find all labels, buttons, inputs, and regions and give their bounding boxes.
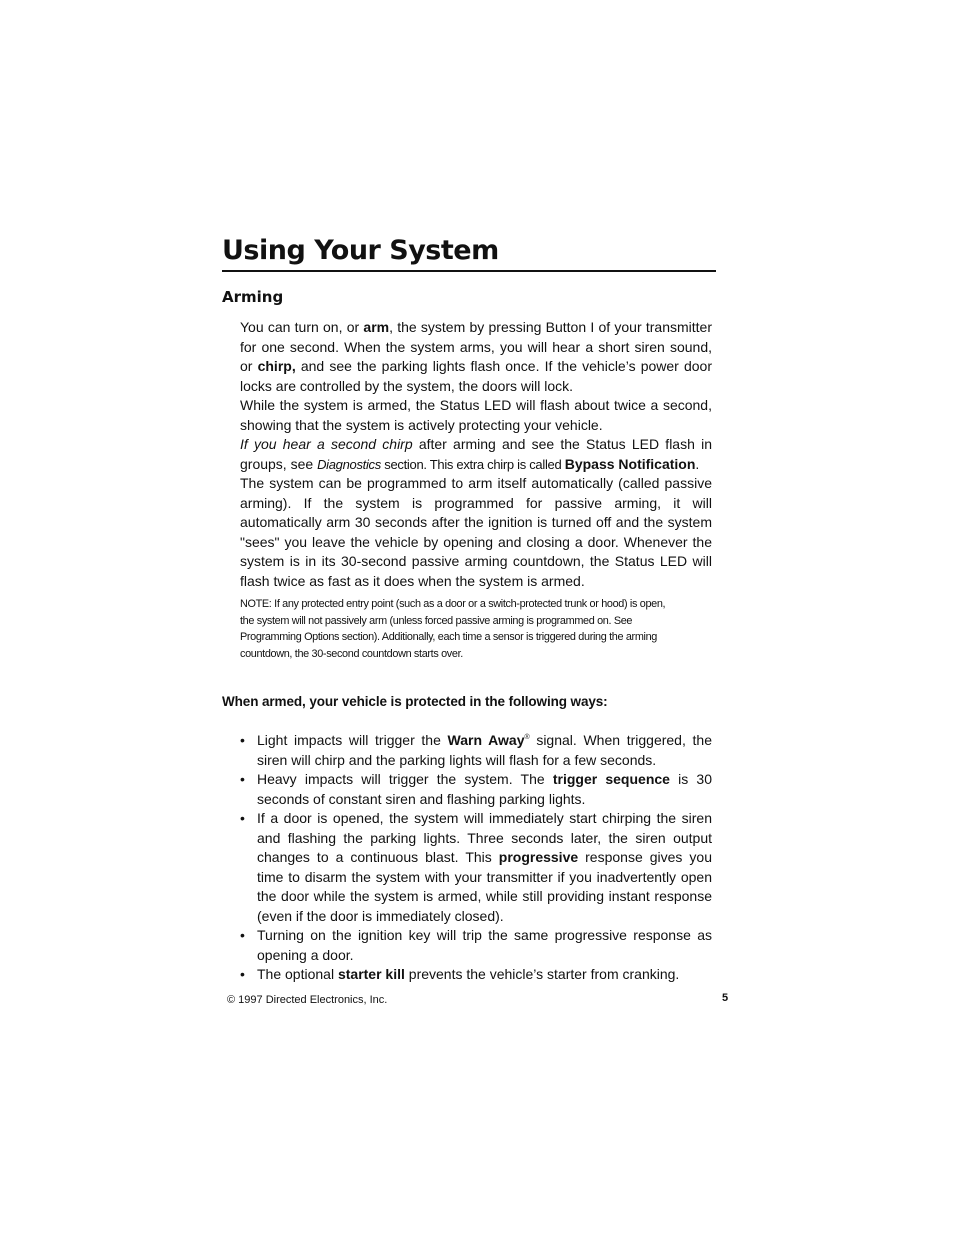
section-heading-arming: Arming xyxy=(222,288,284,306)
list-item xyxy=(240,965,712,985)
term-trigger-sequence: trigger sequence xyxy=(552,771,670,787)
term-chirp: chirp, xyxy=(257,358,296,374)
list-item xyxy=(240,731,712,770)
note-line: the system will not passively arm (unless forced passive arming is programmed on. See xyxy=(240,614,633,627)
arming-paragraph-1 xyxy=(240,318,712,396)
text-run: , the system by pressing Button I of your transmitter for one second. When the system arms, you will hear a short siren sound, or xyxy=(240,319,712,374)
term-starter-kill: starter kill xyxy=(337,966,405,982)
list-item xyxy=(240,770,712,809)
text-run: prevents the vehicle’s starter from cranking. xyxy=(404,966,680,982)
bullet-icon: • xyxy=(240,810,245,826)
page-number: 5 xyxy=(722,992,729,1004)
term-bypass-notification: Bypass Notification xyxy=(564,455,696,472)
text-run: and see the parking lights flash once. If the vehicle’s power door locks are controlled by the system, the doors will lock. xyxy=(240,358,712,394)
arming-paragraph-4: The system can be programmed to arm itself automatically (called passive arming). If the system is programmed for passive arming, it will automatically arm 30 seconds after the ignition is turned off and the system "sees" you leave the vehicle by opening and closing a door. Whenever the system is in its 30-second passive arming countdown, the Status LED will flash twice as fast as it does when the system is armed. xyxy=(240,475,712,589)
text-run: response gives you time to disarm the system with your transmitter if you inadvertently open the door while the system is armed, while still providing instant response (even if the door is immediately closed). xyxy=(257,849,712,924)
text-run: The optional xyxy=(257,966,338,982)
arming-paragraph-2: While the system is armed, the Status LED will flash about twice a second, showing that the system is actively protecting your vehicle. xyxy=(240,397,712,433)
note-block xyxy=(240,596,698,662)
condensed-run xyxy=(317,457,565,472)
text-run: signal. When triggered, the siren will chirp and the parking lights will flash for a few seconds. xyxy=(257,732,712,768)
protection-list xyxy=(240,731,712,985)
arming-paragraph-3 xyxy=(240,435,712,474)
bullet-icon: • xyxy=(240,966,245,982)
footer-copyright: © 1997 Directed Electronics, Inc. xyxy=(227,994,388,1006)
italic-second-chirp: If you hear a second chirp xyxy=(240,436,413,452)
note-line: Programming Options section). Additionally, each time a sensor is triggered during the arming xyxy=(240,631,657,644)
text-run: Turning on the ignition key will trip the same progressive response as opening a door. xyxy=(257,927,712,963)
text-run: section. This extra chirp is called xyxy=(380,456,565,472)
term-progressive: progressive xyxy=(498,849,579,865)
text-run: . xyxy=(695,455,700,472)
list-item xyxy=(240,926,712,965)
note-line: NOTE: If any protected entry point (such as a door or a switch-protected trunk or hood) is open, xyxy=(240,598,666,610)
registered-mark: ® xyxy=(524,734,530,741)
arming-body xyxy=(240,318,712,591)
bullet-icon: • xyxy=(240,732,245,748)
italic-diagnostics: Diagnostics xyxy=(317,456,381,472)
bullet-icon: • xyxy=(240,771,245,787)
text-run: You can turn on, or xyxy=(240,319,364,335)
bullet-icon: • xyxy=(240,927,245,943)
page-title: Using Your System xyxy=(222,233,716,272)
text-run: Light impacts will trigger the xyxy=(257,732,448,748)
term-arm: arm xyxy=(363,319,390,335)
text-run: is 30 seconds of constant siren and flashing parking lights. xyxy=(257,771,712,807)
protected-heading: When armed, your vehicle is protected in the following ways: xyxy=(222,694,608,709)
text-run: Heavy impacts will trigger the system. The xyxy=(257,771,553,787)
term-warn-away: Warn Away xyxy=(447,732,525,748)
list-item xyxy=(240,809,712,926)
note-line: countdown, the 30-second countdown starts over. xyxy=(240,647,463,660)
text-run: after arming and see the Status LED flash in groups, see xyxy=(240,436,712,472)
text-run: If a door is opened, the system will immediately start chirping the siren and flashing the parking lights. Three seconds later, the siren output changes to a continuous blast. This xyxy=(257,810,712,865)
